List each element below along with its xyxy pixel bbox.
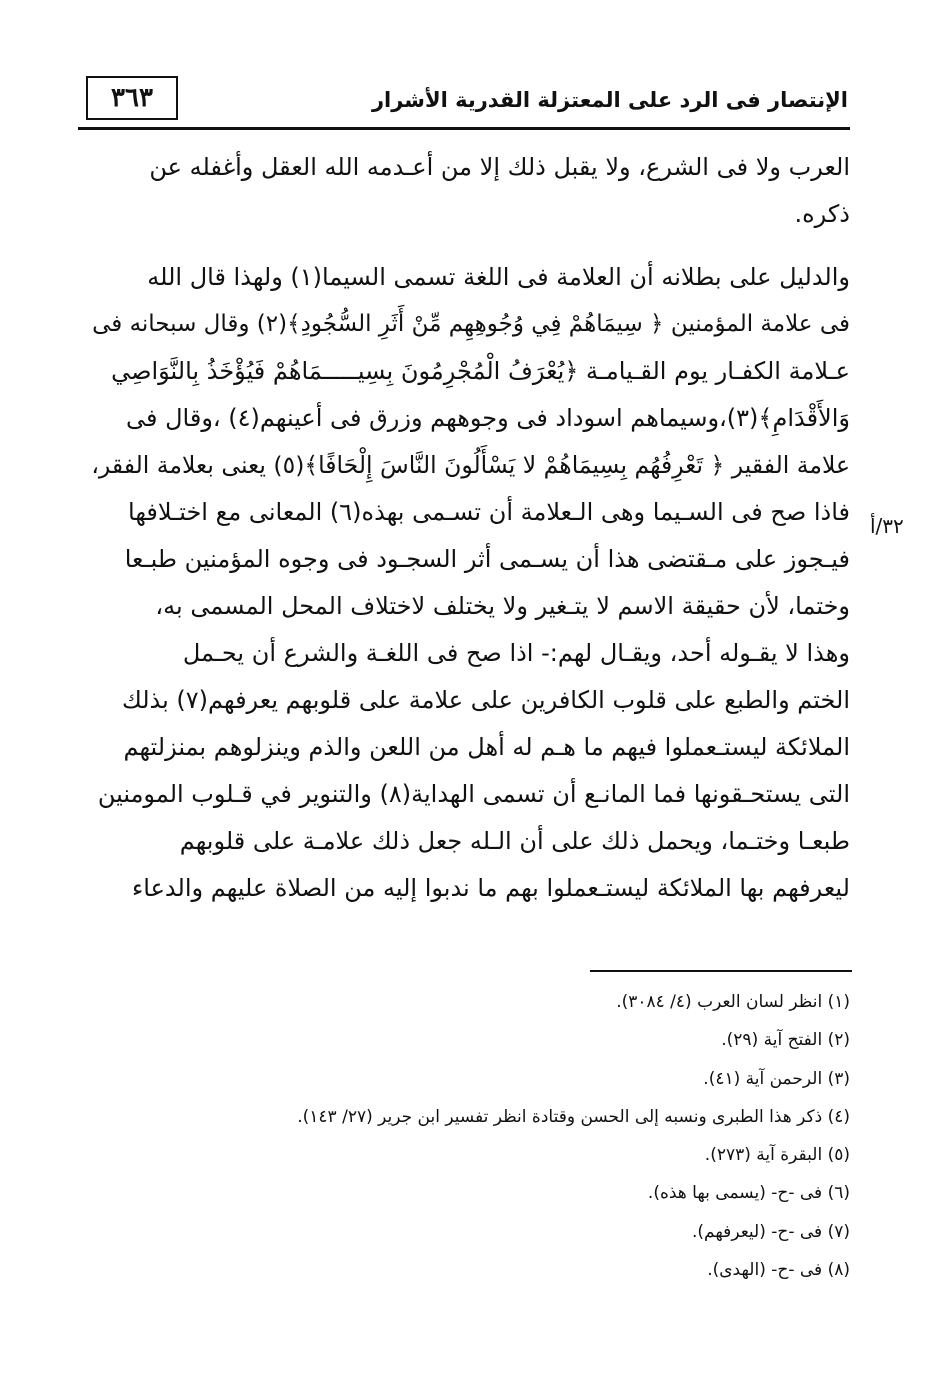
footnotes (120, 983, 850, 1289)
text-line-content: فى علامة المؤمنين ﴿ سِيمَاهُمْ فِي وُجُوهِهِم مِّنْ أَثَرِ السُّجُودِ﴾(٢) وقال سبحانه فى (92, 311, 850, 337)
footnote: (٤) ذكر هذا الطبرى ونسبه إلى الحسن وقتادة انظر تفسير ابن جرير (٢٧/ ١٤٣). (297, 1106, 850, 1127)
text-line-content: فاذا صح فى السـيما وهى الـعلامة أن تسـمى بهذه(٦) المعانى مع اختـلافها (128, 498, 850, 526)
text-line (80, 865, 850, 912)
text-line (80, 301, 850, 348)
footnote-separator (590, 970, 852, 972)
footnote: (٧) فى -ح- (ليعرفهم). (692, 1221, 850, 1242)
text-line-content: ليعرفهم بها الملائكة ليستـعملوا بهم ما ندبوا إليه من الصلاة عليهم والدعاء (132, 874, 850, 902)
text-line-content: عـلامة الكفـار يوم القـيامـة ﴿يُعْرَفُ الْمُجْرِمُونَ بِسِيـــــمَاهُمْ فَيُؤْخَذُ بِالنَّوَاصِي (111, 357, 850, 385)
paragraph-gap (80, 238, 850, 254)
text-line (80, 536, 850, 583)
text-line (80, 191, 850, 238)
text-line (80, 144, 850, 191)
text-line-content: علامة الفقير ﴿ تَعْرِفُهُم بِسِيمَاهُمْ لا يَسْأَلُونَ النَّاسَ إِلْحَافًا﴾(٥) يعنى بعلامة الفقر، (91, 451, 850, 479)
running-title: الإنتصار فى الرد على المعتزلة القدرية الأشرار (371, 88, 848, 112)
text-line-content: ذكره. (794, 200, 850, 228)
text-line (80, 818, 850, 865)
text-line-content: وختما، لأن حقيقة الاسم لا يتـغير ولا يختلف لاختلاف المحل المسمى به، (155, 592, 850, 620)
footnote: (٣) الرحمن آية (٤١). (703, 1068, 850, 1089)
text-line (80, 489, 850, 536)
margin-folio-note: ٣٢/أ (870, 514, 904, 538)
text-line (80, 442, 850, 489)
text-line (80, 724, 850, 771)
main-text (80, 144, 850, 912)
text-line-content: الملائكة ليستـعملوا فيهم ما هـم له أهل من اللعن والذم وينزلوهم بمنزلتهم (123, 733, 850, 761)
text-line (80, 395, 850, 442)
text-line-content: فيـجوز على مـقتضى هذا أن يسـمى أثر السجـود فى وجوه المؤمنين طبـعا (124, 545, 850, 573)
text-line (80, 348, 850, 395)
footnote: (٥) البقرة آية (٢٧٣). (704, 1145, 850, 1166)
text-line (80, 254, 850, 301)
text-line (80, 583, 850, 630)
text-line-content: طبعـا وختـما، ويحمل ذلك على أن الـله جعل ذلك علامـة على قلوبهم (179, 827, 850, 855)
text-line-content: والدليل على بطلانه أن العلامة فى اللغة تسمى السيما(١) ولهذا قال الله (147, 263, 850, 291)
page-number: ٣٦٣ (86, 76, 178, 120)
footnote: (٢) الفتح آية (٢٩). (721, 1030, 850, 1051)
header-rule (78, 127, 850, 130)
footnote: (١) انظر لسان العرب (٤/ ٣٠٨٤). (616, 992, 850, 1012)
text-line (80, 771, 850, 818)
page-header (78, 76, 850, 130)
text-line-content: وهذا لا يقـوله أحد، ويقـال لهم:- اذا صح فى اللغـة والشرع أن يحـمل (182, 639, 850, 667)
text-line-content: التى يستحـقونها فما المانـع أن تسمى الهداية(٨) والتنوير في قـلوب المومنين (97, 780, 850, 808)
text-line (80, 630, 850, 677)
text-line-content: وَالأَقْدَامِ﴾(٣)،وسيماهم اسوداد فى وجوههم وزرق فى أعينهم(٤) ،وقال فى (126, 404, 850, 432)
text-line-content: الختم والطبع على قلوب الكافرين على علامة على قلوبهم يعرفهم(٧) بذلك (121, 686, 850, 714)
text-line (80, 677, 850, 724)
footnote: (٦) فى -ح- (يسمى بها هذه). (647, 1183, 850, 1204)
text-line-content: العرب ولا فى الشرع، ولا يقبل ذلك إلا من أعـدمه الله العقل وأغفله عن (149, 153, 850, 181)
footnote: (٨) فى -ح- (الهدى). (707, 1260, 850, 1281)
